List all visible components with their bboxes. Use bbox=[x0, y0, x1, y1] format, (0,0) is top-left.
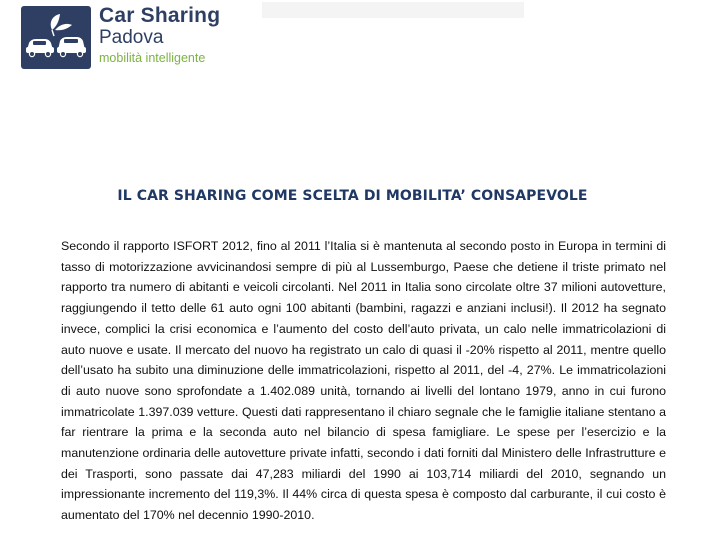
car-sharing-logo-icon bbox=[21, 6, 91, 69]
brand-tagline: mobilità intelligente bbox=[99, 51, 206, 65]
brand-city: Padova bbox=[99, 27, 164, 48]
brand-title: Car Sharing bbox=[99, 4, 221, 27]
document-title: IL CAR SHARING COME SCELTA DI MOBILITA’ CONSAPEVOLE bbox=[117, 188, 588, 204]
top-decorative-strip bbox=[262, 2, 524, 18]
document-body-paragraph: Secondo il rapporto ISFORT 2012, fino al 2011 l’Italia si è mantenuta al secondo posto in Europa in termini di tasso di motorizzazione avvicinandosi sempre di più al Lussemburgo, Paese che detiene il triste primato nel rapporto tra numero di abitanti e veicoli circolanti. Nel 2011 in Italia sono circolate oltre 37 milioni autovetture, raggiungendo il tetto delle 61 auto ogni 100 abitanti (bambini, ragazzi e anziani inclusi!). Il 2012 ha segnato invece, complici la crisi economica e l’aumento del costo dell’auto privata, un calo nelle immatricolazioni di auto nuove e usate. Il mercato del nuovo ha registrato un calo di quasi il -20% rispetto al 2011, mentre quello dell’usato ha subito una diminuzione delle immatricolazioni, rispetto al 2011, del -4, 27%. Le immatricolazioni di auto nuove sono sprofondate a 1.402.089 unità, tornando ai livelli del lontano 1979, anno in cui furono immatricolate 1.397.039 vetture. Questi dati rappresentano il chiaro segnale che le famiglie italiane stentano a far rientrare la prima e la seconda auto nel bilancio di spesa famigliare. Le spese per l’esercizio e la manutenzione ordinaria delle autovetture private infatti, secondo i dati forniti dal Ministero delle Infrastrutture e dei Trasporti, sono passate dai 47,283 miliardi del 1990 ai 103,714 miliardi del 2010, segnando un impressionante incremento del 119,3%. Il 44% circa di questa spesa è composto dal carburante, il cui costo è aumentato del 170% nel decennio 1990-2010. bbox=[61, 239, 666, 523]
